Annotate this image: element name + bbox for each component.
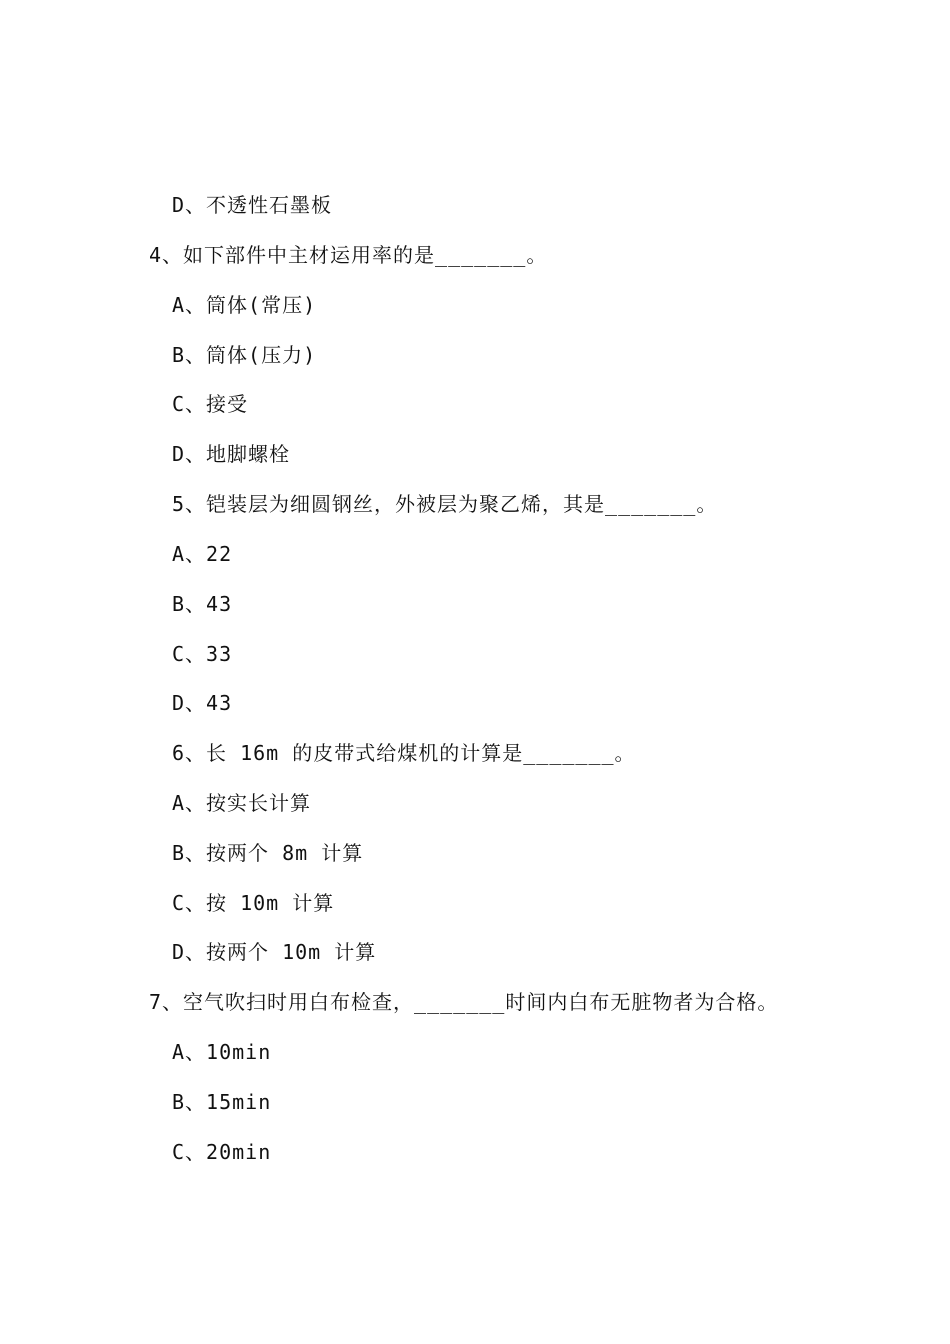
option-line: A、筒体(常压) [172, 293, 317, 317]
option-line: C、按 10m 计算 [172, 891, 335, 915]
option-line: D、不透性石墨板 [172, 193, 333, 217]
option-line: A、按实长计算 [172, 791, 312, 815]
question-line: 4、如下部件中主材运用率的是_______。 [149, 243, 548, 267]
option-line: B、43 [172, 592, 233, 616]
option-line: C、接受 [172, 392, 249, 416]
question-line: 7、空气吹扫时用白布检查，_______时间内白布无脏物者为合格。 [149, 990, 779, 1014]
option-line: B、按两个 8m 计算 [172, 841, 364, 865]
option-line: A、22 [172, 542, 233, 566]
option-line: D、地脚螺栓 [172, 442, 291, 466]
option-line: B、筒体(压力) [172, 343, 317, 367]
question-line: 6、长 16m 的皮带式给煤机的计算是_______。 [172, 741, 636, 765]
option-line: C、20min [172, 1140, 272, 1164]
option-line: B、15min [172, 1090, 272, 1114]
option-line: A、10min [172, 1040, 272, 1064]
question-line: 5、铠装层为细圆钢丝，外被层为聚乙烯，其是_______。 [172, 492, 718, 516]
option-line: C、33 [172, 642, 233, 666]
option-line: D、43 [172, 691, 233, 715]
option-line: D、按两个 10m 计算 [172, 940, 377, 964]
